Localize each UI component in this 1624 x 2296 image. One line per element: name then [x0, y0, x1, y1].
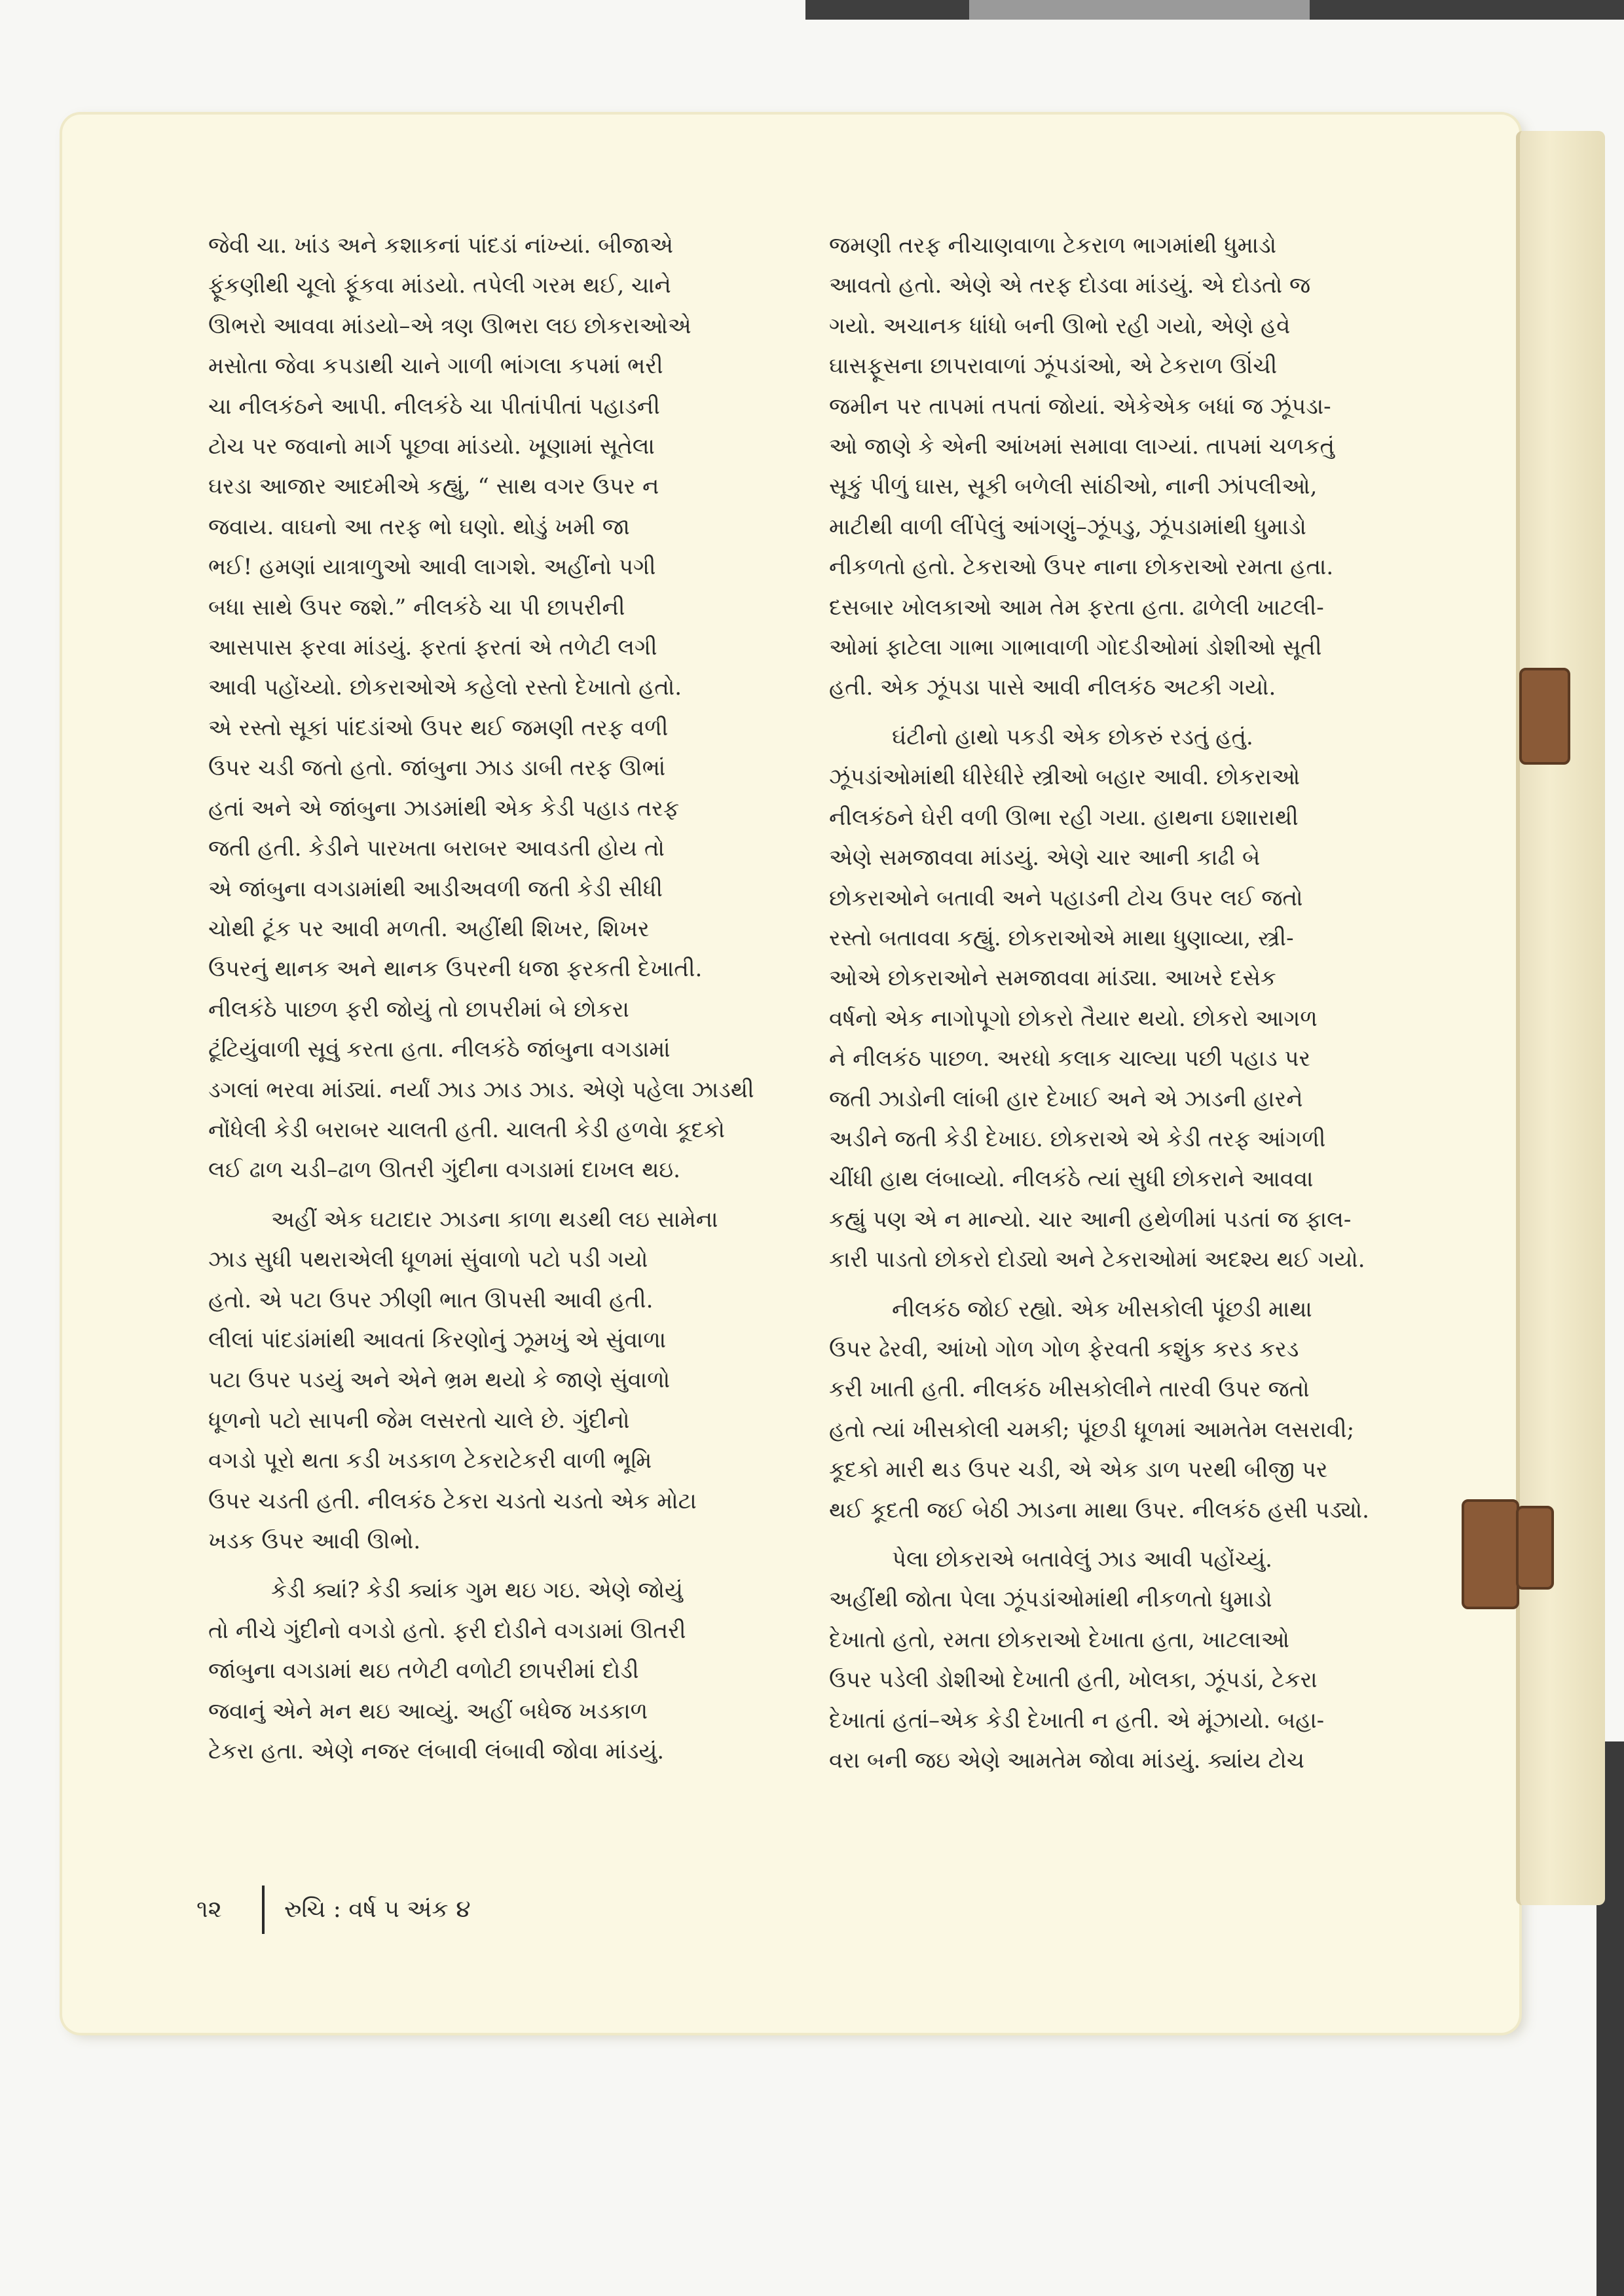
- text-line: દેખાતો હતો, રમતા છોકરાઓ દેખાતા હતા, ખાટલાઓ: [829, 1626, 1289, 1653]
- text-line: નીલકંઠ જોઈ રહ્યો. એક ખીસકોલી પૂંછડી માથા: [892, 1296, 1312, 1322]
- text-line: કરી ખાતી હતી. નીલકંઠ ખીસકોલીને તારવી ઉપર જતો: [829, 1376, 1310, 1403]
- text-line: કારી પાડતો છોકરો દોડ્યો અને ટેકરાઓમાં અદશ્ય થઈ ગયો.: [829, 1247, 1365, 1273]
- text-line: ઓમાં ફાટેલા ગાભા ગાભાવાળી ગોદડીઓમાં ડોશીઓ સૂતી: [829, 634, 1322, 661]
- text-line: ઉપર ઢેરવી, આંખો ગોળ ગોળ ફેરવતી કશુંક કરડ કરડ: [829, 1336, 1299, 1362]
- text-line: નીકળતો હતો. ટેકરાઓ ઉપર નાના છોકરાઓ રમતા હતા.: [829, 554, 1334, 581]
- text-line: એ રસ્તો સૂકાં પાંદડાંઓ ઉપર થઈ જમણી તરફ વળી: [208, 714, 669, 741]
- text-line: ચીંધી હાથ લંબાવ્યો. નીલકંઠે ત્યાં સુધી છોકરાને આવવા: [829, 1166, 1314, 1193]
- text-line: એ જાંબુના વગડામાંથી આડીઅવળી જતી કેડી સીધી: [208, 875, 663, 902]
- paragraph: [829, 1290, 1451, 1531]
- text-line: દસબાર ખોલકાઓ આમ તેમ ફરતા હતા. ઢાળેલી ખાટલી-: [829, 594, 1324, 621]
- text-line: ઘરડા આજાર આદમીએ કહ્યું, “ સાથ વગર ઉપર ન: [208, 473, 659, 500]
- text-line: કહ્યું પણ એ ન માન્યો. ચાર આની હથેળીમાં પડતાં જ ફાલ-: [829, 1206, 1352, 1233]
- text-line: લઈ ઢાળ ચડી–ઢાળ ઊતરી ગુંદીના વગડામાં દાખલ થઇ.: [208, 1157, 680, 1184]
- text-line: નીલકંઠને ઘેરી વળી ઊભા રહી ગયા. હાથના ઇશારાથી: [829, 804, 1299, 831]
- text-line: છોકરાઓને બતાવી અને પહાડની ટોચ ઉપર લઈ જતો: [829, 884, 1303, 911]
- text-line: ઉપરનું થાનક અને થાનક ઉપરની ધજા ફરકતી દેખાતી.: [208, 956, 703, 983]
- text-line: અહીંથી જોતા પેલા ઝૂંપડાંઓમાંથી નીકળતો ધુમાડો: [829, 1586, 1272, 1613]
- text-line: હતી. એક ઝૂંપડા પાસે આવી નીલકંઠ અટકી ગયો.: [829, 674, 1276, 701]
- text-line: ટૂંટિયુંવાળી સૂવું કરતા હતા. નીલકંઠે જાંબુના વગડામાં: [208, 1036, 671, 1063]
- text-line: રસ્તો બતાવવા કહ્યું. છોકરાઓએ માથા ધુણાવ્યા, સ્ત્રી-: [829, 924, 1294, 951]
- paragraph: [208, 1571, 830, 1772]
- text-line: જતી ઝાડોની લાંબી હાર દેખાઈ અને એ ઝાડની હારને: [829, 1085, 1303, 1112]
- page-footer: [196, 1886, 471, 1934]
- text-line: ખડક ઉપર આવી ઊભો.: [208, 1528, 421, 1554]
- text-line: ઓએ છોકરાઓને સમજાવવા માંડ્યા. આખરે દસેક: [829, 965, 1276, 992]
- text-line: ને નીલકંઠ પાછળ. અરધો કલાક ચાલ્યા પછી પહાડ પર: [829, 1046, 1311, 1072]
- text-line: જવાય. વાઘનો આ તરફ ભો ઘણો. થોડું ખમી જા: [208, 513, 630, 540]
- text-line: ઉપર ચડતી હતી. નીલકંઠ ટેકરા ચડતો ચડતો એક મોટા: [208, 1487, 697, 1514]
- text-line: જતી હતી. કેડીને પારખતા બરાબર આવડતી હોય તો: [208, 835, 665, 862]
- text-line: થઈ કૂદતી જઈ બેઠી ઝાડના માથા ઉપર. નીલકંઠ હસી પડ્યો.: [829, 1497, 1369, 1523]
- paragraph-gap: [208, 1191, 830, 1200]
- text-line: ઉપર ચડી જતો હતો. જાંબુના ઝાડ ડાબી તરફ ઊભાં: [208, 755, 666, 782]
- text-line: ઘંટીનો હાથો પકડી એક છોકરું રડતું હતું.: [892, 723, 1253, 750]
- text-line: ઘાસફૂસના છાપરાવાળાં ઝૂંપડાંઓ, એ ટેકરાળ ઊંચી: [829, 353, 1278, 380]
- paragraph: [829, 718, 1451, 1281]
- paragraph: [829, 226, 1451, 708]
- text-line: જાંબુના વગડામાં થઇ તળેટી વળોટી છાપરીમાં દોડી: [208, 1658, 639, 1685]
- text-column-right: [829, 226, 1451, 1781]
- text-line: તો નીચે ગુંદીનો વગડો હતો. ફરી દોડીને વગડામાં ઊતરી: [208, 1617, 686, 1644]
- paragraph: [208, 226, 830, 1191]
- text-line: જવાનું એને મન થઇ આવ્યું. અહીં બધેજ ખડકાળ: [208, 1698, 648, 1724]
- paragraph-gap: [829, 1531, 1451, 1540]
- text-line: ચોથી ટૂંક પર આવી મળતી. અહીંથી શિખર, શિખર: [208, 915, 650, 942]
- text-line: અહીં એક ઘટાદાર ઝાડના કાળા થડથી લઇ સામેના: [271, 1206, 718, 1233]
- paragraph-gap: [829, 708, 1451, 718]
- running-footer: રુચિ : વર્ષ ૫ અંક ૪: [284, 1896, 471, 1923]
- text-line: મસોતા જેવા કપડાથી ચાને ગાળી ભાંગલા કપમાં ભરી: [208, 353, 663, 380]
- text-line: લીલાં પાંદડાંમાંથી આવતાં કિરણોનું ઝૂમખું એ સુંવાળા: [208, 1326, 667, 1353]
- text-line: ઓ જાણે કે એની આંખમાં સમાવા લાગ્યાં. તાપમાં ચળકતું: [829, 433, 1335, 460]
- text-line: માટીથી વાળી લીંપેલું આંગણું–ઝૂંપડુ, ઝૂંપડામાંથી ધુમાડો: [829, 513, 1306, 540]
- rusted-staple-bottom: [1462, 1499, 1519, 1609]
- text-line: ડગલાં ભરવા માંડ્યાં. નર્યાં ઝાડ ઝાડ ઝાડ. એણે પહેલા ઝાડથી: [208, 1076, 754, 1103]
- paragraph: [208, 1200, 830, 1562]
- text-line: આવતો હતો. એણે એ તરફ દોડવા માંડયું. એ દોડતો જ: [829, 272, 1311, 299]
- text-line: હતાં અને એ જાંબુના ઝાડમાંથી એક કેડી પહાડ તરફ: [208, 795, 680, 822]
- text-line: કૂદકો મારી થડ ઉપર ચડી, એ એક ડાળ પરથી બીજી પર: [829, 1457, 1328, 1484]
- text-line: ઝૂંપડાંઓમાંથી ધીરેધીરે સ્ત્રીઓ બહાર આવી. છોકરાઓ: [829, 764, 1301, 791]
- rusted-staple-top: [1519, 668, 1570, 765]
- text-line: પટા ઉપર પડયું અને એને ભ્રમ થયો કે જાણે સુંવાળો: [208, 1367, 671, 1394]
- scanner-edge-top-light: [969, 0, 1310, 20]
- text-line: હતો ત્યાં ખીસકોલી ચમકી; પૂંછડી ધૂળમાં આમતેમ લસરાવી;: [829, 1416, 1355, 1443]
- text-line: કેડી ક્યાં? કેડી ક્યાંક ગુમ થઇ ગઇ. એણે જોયું: [271, 1577, 683, 1604]
- text-line: ઊભરો આવવા માંડયો–એ ત્રણ ઊભરા લઇ છોકરાઓએ: [208, 312, 692, 339]
- text-line: જમણી તરફ નીચાણવાળા ટેકરાળ ભાગમાંથી ધુમાડો: [829, 232, 1277, 259]
- text-line: સૂકું પીળું ઘાસ, સૂકી બળેલી સાંઠીઓ, નાની ઝાંપલીઓ,: [829, 473, 1318, 500]
- page-binding-spine: [1516, 131, 1605, 1905]
- text-line: વગડો પૂરો થતા કડી ખડકાળ ટેકરાટેકરી વાળી ભૂમિ: [208, 1448, 652, 1474]
- text-line: ચા નીલકંઠને આપી. નીલકંઠે ચા પીતાંપીતાં પહાડની: [208, 393, 660, 420]
- text-line: અડીને જતી કેડી દેખાઇ. છોકરાએ એ કેડી તરફ આંગળી: [829, 1125, 1326, 1152]
- text-line: ફૂંકણીથી ચૂલો ફૂંકવા માંડયો. તપેલી ગરમ થઈ, ચાને: [208, 272, 671, 299]
- text-line: જમીન પર તાપમાં તપતાં જોયાં. એકેએક બધાં જ ઝૂંપડા-: [829, 393, 1331, 420]
- text-line: ગયો. અચાનક ધાંધો બની ઊભો રહી ગયો, એણે હવે: [829, 312, 1291, 339]
- text-line: આસપાસ ફરવા માંડયું. ફરતાં ફરતાં એ તળેટી લગી: [208, 634, 657, 661]
- footer-divider: [262, 1886, 265, 1934]
- paragraph-gap: [208, 1561, 830, 1571]
- text-line: ઝાડ સુધી પથરાએલી ધૂળમાં સુંવાળો પટો પડી ગયો: [208, 1247, 648, 1273]
- text-line: ભઈ! હમણાં યાત્રાળુઓ આવી લાગશે. અહીંનો પગી: [208, 554, 656, 581]
- text-line: દેખાતાં હતાં–એક કેડી દેખાતી ન હતી. એ મૂંઝાયો. બહા-: [829, 1707, 1325, 1734]
- text-line: નોંધેલી કેડી બરાબર ચાલતી હતી. ચાલતી કેડી હળવેા કૂદકો: [208, 1116, 725, 1143]
- text-line: બધા સાથે ઉપર જશે.” નીલકંઠે ચા પી છાપરીની: [208, 594, 625, 621]
- page-number: ૧૨: [196, 1896, 222, 1923]
- text-line: જેવી ચા. ખાંડ અને કશાકનાં પાંદડાં નાંખ્યાં. બીજાએ: [208, 232, 674, 259]
- text-line: પેલા છોકરાએ બતાવેલું ઝાડ આવી પહોંચ્યું.: [892, 1546, 1272, 1573]
- text-line: હતો. એ પટા ઉપર ઝીણી ભાત ઊપસી આવી હતી.: [208, 1286, 654, 1313]
- paragraph-gap: [829, 1281, 1451, 1290]
- text-line: ઉપર પડેલી ડોશીઓ દેખાતી હતી, ખોલકા, ઝૂંપડાં, ટેકરા: [829, 1667, 1318, 1694]
- text-line: વર્ષનો એક નાગોપૂગો છોકરો તૈયાર થયો. છોકરો આગળ: [829, 1005, 1318, 1032]
- text-line: આવી પહોંચ્યો. છોકરાઓએ કહેલો રસ્તો દેખાતો હતો.: [208, 674, 682, 701]
- rusted-staple-bottom-right: [1516, 1506, 1554, 1590]
- text-line: નીલકંઠે પાછળ ફરી જોયું તો છાપરીમાં બે છોકરા: [208, 996, 629, 1023]
- text-line: ટેકરા હતા. એણે નજર લંબાવી લંબાવી જોવા માંડયું.: [208, 1738, 665, 1765]
- text-line: ધૂળનો પટો સાપની જેમ લસરતો ચાલે છે. ગુંદીનો: [208, 1407, 630, 1434]
- text-line: ટોચ પર જવાનો માર્ગ પૂછવા માંડયો. ખૂણામાં સૂતેલા: [208, 433, 655, 460]
- text-column-left: [208, 226, 830, 1772]
- paragraph: [829, 1540, 1451, 1781]
- text-line: વરા બની જઇ એણે આમતેમ જોવા માંડયું. ક્યાંય ટોચ: [829, 1747, 1304, 1774]
- text-line: એણે સમજાવવા માંડયું. એણે ચાર આની કાઢી બે: [829, 845, 1261, 871]
